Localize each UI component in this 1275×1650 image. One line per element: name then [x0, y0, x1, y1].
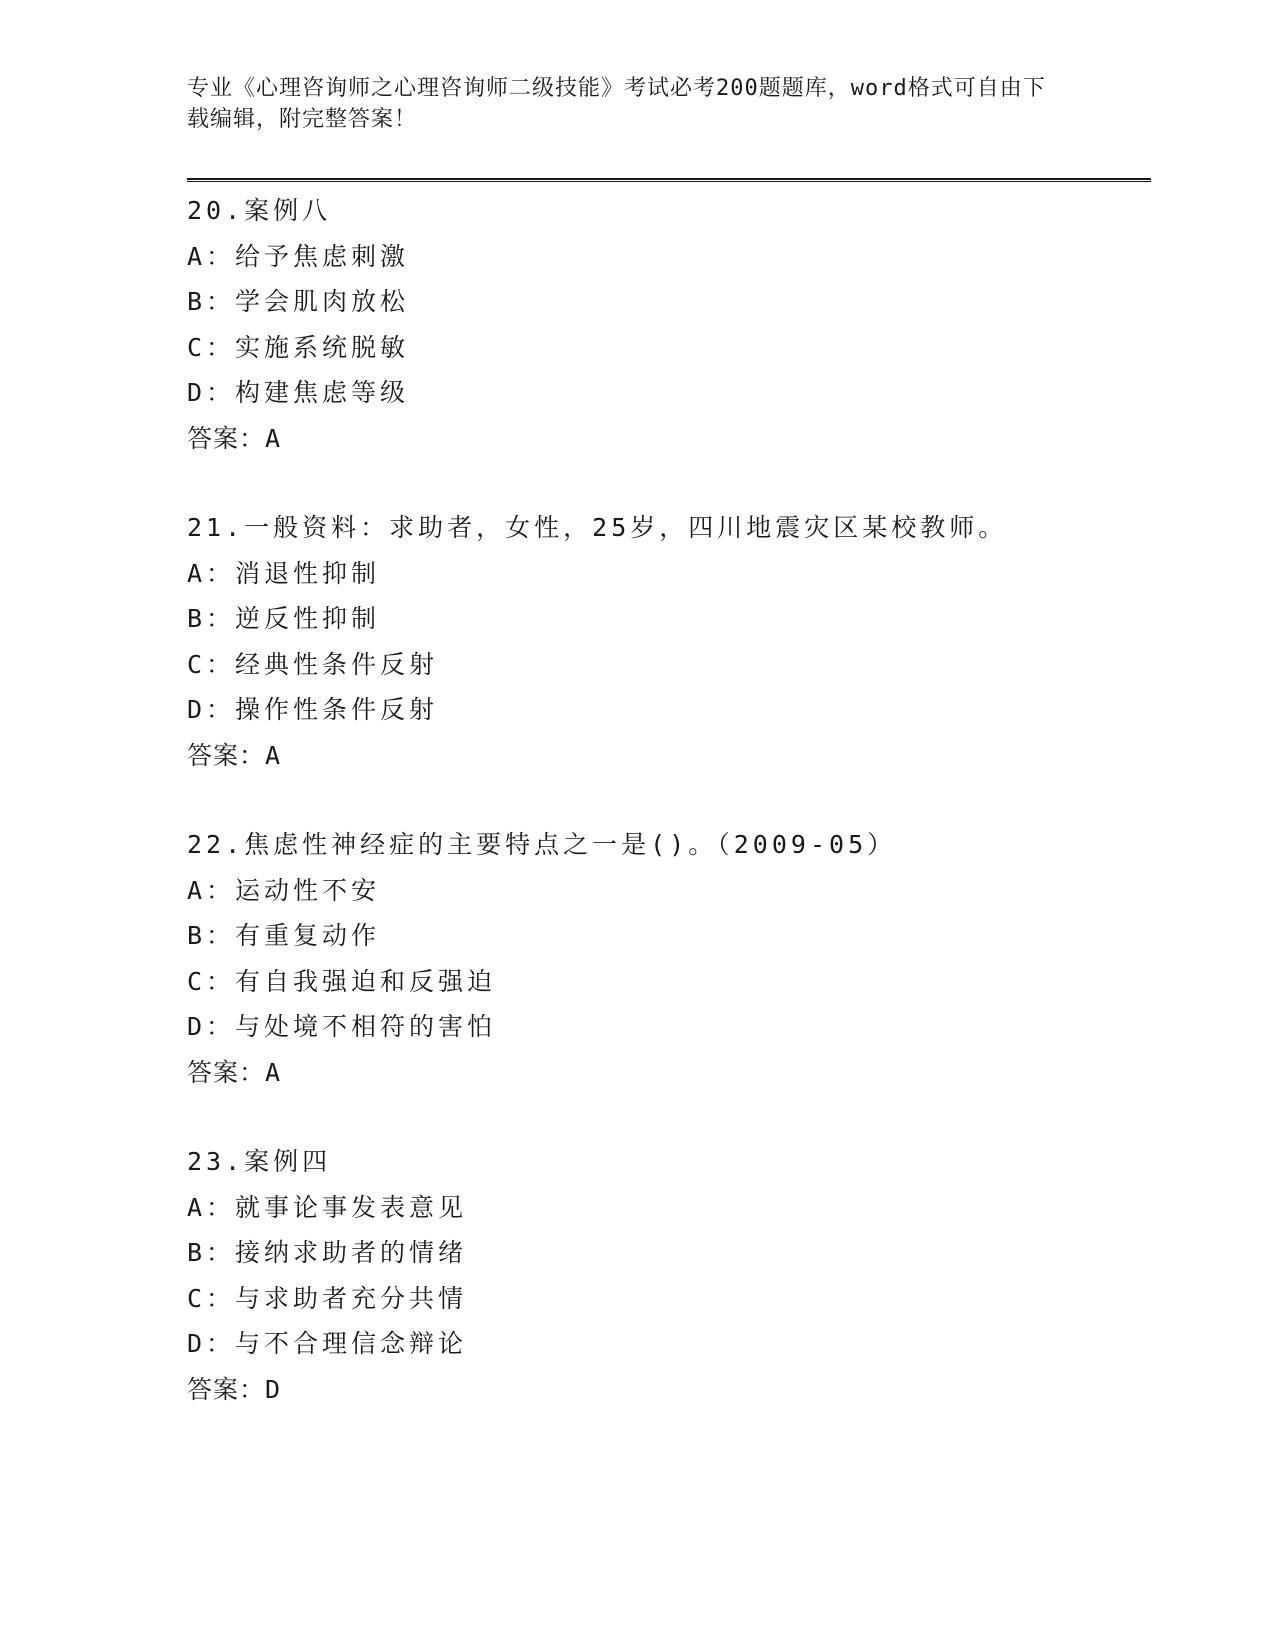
option-a: A：消退性抑制: [187, 558, 381, 588]
option-b: B：接纳求助者的情绪: [187, 1238, 468, 1268]
option-c: C：有自我强迫和反强迫: [187, 966, 497, 996]
question-title: 23.案例四: [187, 1147, 332, 1176]
option-d: D：构建焦虑等级: [187, 378, 410, 408]
question-title: 21.一般资料：求助者，女性，25岁，四川地震灾区某校教师。: [187, 513, 1008, 542]
option-c: C：与求助者充分共情: [187, 1283, 468, 1313]
document-header: 专业《心理咨询师之心理咨询师二级技能》考试必考200题题库，word格式可自由下载编辑，附完整答案！: [187, 76, 1046, 132]
answer-line: 答案：A: [187, 740, 282, 770]
option-c: C：经典性条件反射: [187, 649, 439, 679]
option-d: D：与处境不相符的害怕: [187, 1012, 497, 1042]
question-block: [187, 505, 1147, 779]
option-a: A：给予焦虑刺激: [187, 241, 410, 271]
question-title: 22.焦虑性神经症的主要特点之一是()。（2009-05）: [187, 830, 897, 859]
header-divider: [187, 178, 1151, 182]
answer-line: 答案：A: [187, 1057, 282, 1087]
option-a: A：运动性不安: [187, 875, 381, 905]
question-block: [187, 188, 1147, 462]
answer-line: 答案：A: [187, 423, 282, 453]
question-title: 20.案例八: [187, 196, 332, 225]
option-a: A：就事论事发表意见: [187, 1192, 468, 1222]
option-d: D：操作性条件反射: [187, 695, 439, 725]
answer-line: 答案：D: [187, 1374, 282, 1404]
question-block: [187, 822, 1147, 1096]
option-b: B：学会肌肉放松: [187, 287, 410, 317]
option-d: D：与不合理信念辩论: [187, 1329, 468, 1359]
question-block: [187, 1139, 1147, 1413]
option-b: B：逆反性抑制: [187, 604, 381, 634]
option-b: B：有重复动作: [187, 921, 381, 951]
option-c: C：实施系统脱敏: [187, 332, 410, 362]
